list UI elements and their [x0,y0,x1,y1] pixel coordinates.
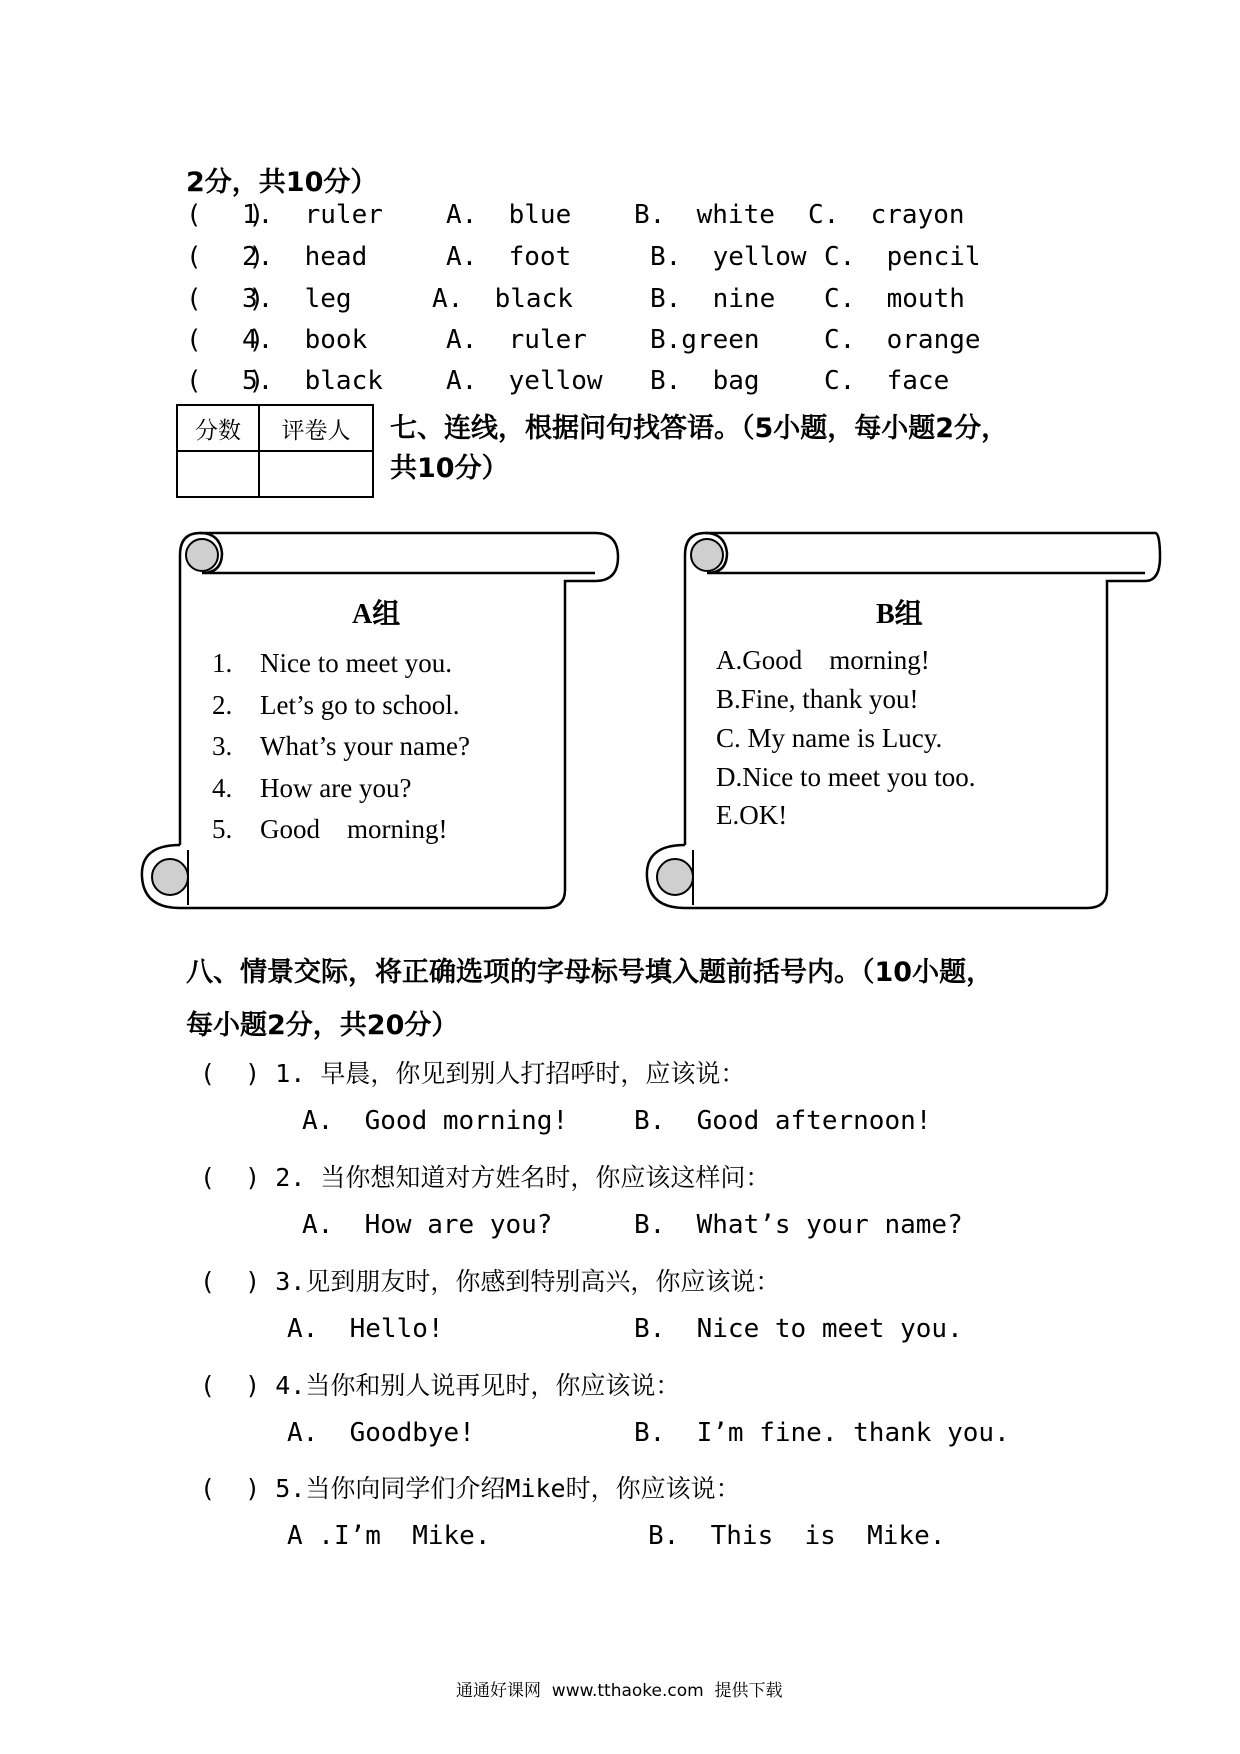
option-b: B. yellow [650,242,807,272]
option-a: A. Good morning! [302,1106,569,1136]
option-a: A .I’m Mike. [287,1521,491,1551]
option-a: A. yellow [446,366,603,396]
situation-question: ( ) 4.当你和别人说再见时，你应该说： [200,1371,681,1400]
group-a-item-text: How are you? [260,773,412,803]
option-b: B. Nice to meet you. [634,1314,963,1344]
group-a-item-text: Nice to meet you. [260,648,452,678]
group-a-item-number: 4. [212,773,233,803]
option-b: B. I’m fine. thank you. [634,1418,1010,1448]
option-c: C. pencil [824,242,981,272]
option-a: A. black [432,284,573,314]
score-cell[interactable] [177,451,259,497]
group-b-item: B.Fine, thank you! [716,684,919,714]
option-a: A. foot [446,242,572,272]
situation-question: ( ) 5.当你向同学们介绍Mike时，你应该说： [200,1474,741,1503]
answer-bracket[interactable]: ( ) [186,366,265,396]
answer-bracket[interactable]: ( ) [186,242,265,272]
question-word: 4. book [242,325,368,355]
group-a-item-number: 2. [212,690,233,720]
option-b: B. Good afternoon! [634,1106,932,1136]
option-b: B. This is Mike. [648,1521,946,1551]
option-b: B.green [650,325,760,355]
option-b: B. white [634,200,775,230]
option-a: A. Goodbye! [287,1418,475,1448]
option-c: C. face [824,366,950,396]
section6-heading-tail: 2分，共10分） [186,167,378,198]
situation-question: ( ) 3.见到朋友时，你感到特别高兴，你应该说： [200,1267,781,1296]
situation-question: ( ) 2. 当你想知道对方姓名时，你应该这样问： [200,1163,771,1192]
section8-title-line1: 八、情景交际，将正确选项的字母标号填入题前括号内。（10小题， [186,957,994,988]
score-label: 分数 [177,405,259,451]
question-word: 1. ruler [242,200,383,230]
group-b-item: E.OK! [716,800,788,830]
option-b: B. nine [650,284,776,314]
grader-cell[interactable] [259,451,373,497]
section7-title-line2: 共10分） [390,453,509,484]
group-b-item: C. My name is Lucy. [716,723,943,753]
group-a-item-number: 5. [212,814,233,844]
question-word: 3. leg [242,284,352,314]
answer-bracket[interactable]: ( ) [186,200,265,230]
question-word: 2. head [242,242,368,272]
situation-question: ( ) 1. 早晨，你见到别人打招呼时，应该说： [200,1059,746,1088]
option-b: B. What’s your name? [634,1210,963,1240]
question-word: 5. black [242,366,383,396]
group-a-item-number: 1. [212,648,233,678]
score-box [176,404,374,498]
group-b-title: B组 [876,599,923,630]
scroll-b-frame [645,515,1165,915]
option-b: B. bag [650,366,760,396]
option-a: A. How are you? [302,1210,553,1240]
group-b-item: A.Good morning! [716,645,930,675]
section7-title-line1: 七、连线，根据问句找答语。（5小题，每小题2分， [390,413,1009,444]
group-a-title: A组 [352,599,401,630]
option-a: A. Hello! [287,1314,444,1344]
footer-credit: 通通好课网 www.tthaoke.com 提供下载 [456,1681,783,1701]
group-b-item: D.Nice to meet you too. [716,762,976,792]
option-c: C. orange [824,325,981,355]
group-a-item-number: 3. [212,731,233,761]
option-a: A. ruler [446,325,587,355]
group-a-item-text: Let’s go to school. [260,690,460,720]
option-c: C. mouth [824,284,965,314]
grader-label: 评卷人 [259,405,373,451]
answer-bracket[interactable]: ( ) [186,325,265,355]
section8-title-line2: 每小题2分，共20分） [186,1010,459,1041]
answer-bracket[interactable]: ( ) [186,284,265,314]
option-a: A. blue [446,200,572,230]
group-a-item-text: What’s your name? [260,731,470,761]
option-c: C. crayon [808,200,965,230]
group-a-item-text: Good morning! [260,814,448,844]
